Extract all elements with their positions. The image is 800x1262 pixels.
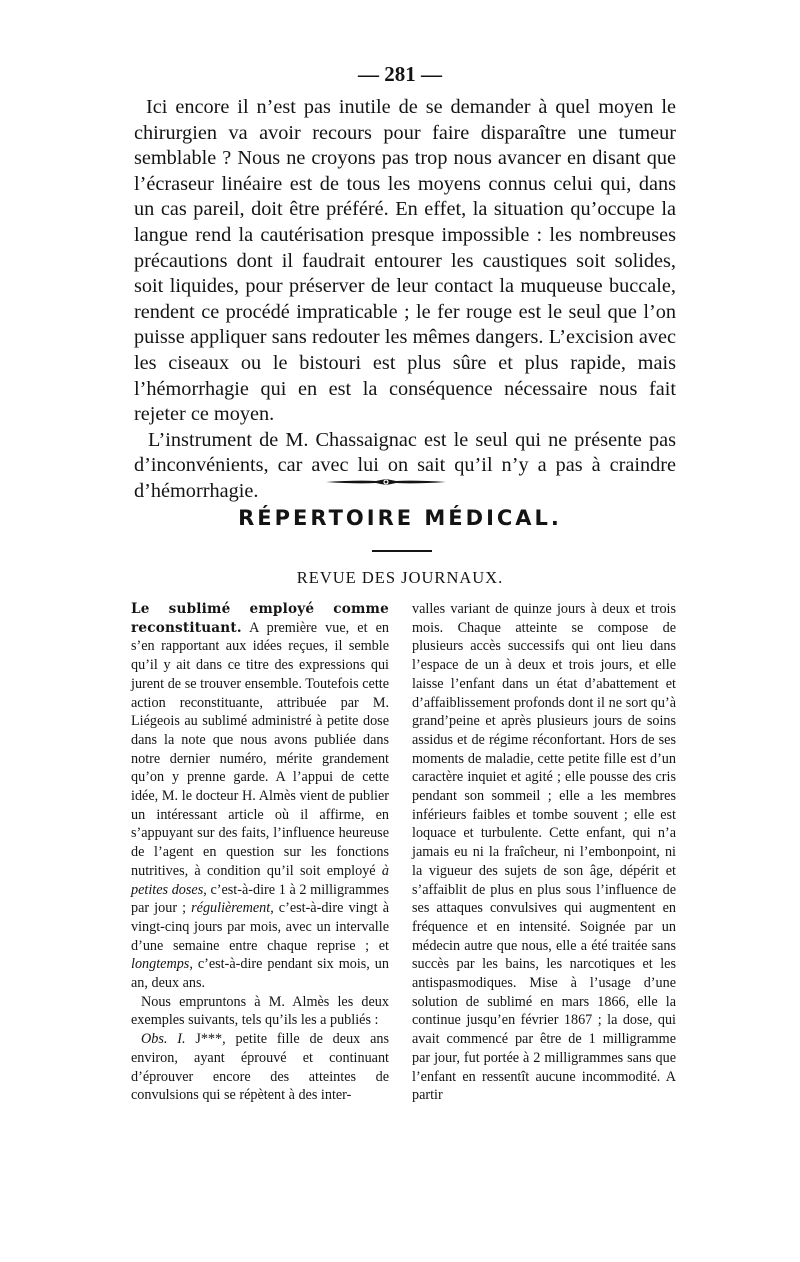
article-italic: longtemps: [131, 956, 190, 973]
article-paragraph: [131, 600, 389, 993]
article-text: , c’est-à-dire pendant six mois, un an, deux ans.: [131, 956, 389, 992]
article-text: J***, petite fille de deux ans environ, ayant éprouvé et continuant d’éprouver encore des atteintes de convulsions qui se répètent à des inter-: [131, 1031, 389, 1104]
article-text: A première vue, et en s’en rapportant aux idées reçues, il semble qu’il y ait dans ce titre des expressions qui jurent de se trouver ensemble. Toutefois cette action reconstituante, attribuée par M. Liégeois au sublimé administré à petite dose dans la note que nous avons publiée dans notre dernier numéro, mérite grandement qu’on y prenne garde. A l’appui de cette idée, M. le docteur H. Almès vient de publier un intéressant article où il affirme, en s’appuyant sur des faits, l’influence heureuse de l’agent en question sur les fonctions nutritives, à condition qu’il soit employé: [131, 619, 389, 879]
intro-paragraph-1: Ici encore il n’est pas inutile de se demander à quel moyen le chirurgien va avoir recours pour faire disparaître une tumeur semblable ? Nous ne croyons pas trop nous avancer en disant que l’écraseur linéaire est de tous les moyens connus celui qui, dans un cas pareil, doit être préféré. En effet, la situation qu’occupe la langue rend la cautérisation presque impossible : les nombreuses précautions dont il faudrait entourer les caustiques soit solides, soit liquides, pour préserver de leur contact la muqueuse buccale, rendent ce procédé impraticable ; le fer rouge est le seul que l’on puisse appliquer sans redouter les mêmes dangers. L’excision avec les ciseaux ou le bistouri est plus sûre et plus rapide, mais l’hémorrhagie qui en est la conséquence nécessaire nous fait rejeter ce moyen.: [134, 96, 676, 426]
ornamental-divider: [326, 478, 446, 486]
observation-label: Obs. I.: [141, 1031, 186, 1048]
article-text: , c’est-à-dire vingt à vingt-cinq jours par mois, avec un intervalle d’une semaine entre chaque reprise ; et: [131, 900, 389, 954]
page-number: — 281 —: [358, 62, 442, 86]
article-paragraph: valles variant de quinze jours à deux et trois mois. Chaque atteinte se compose de plusieurs accès successifs qui ont lieu dans l’espace de un à deux et trois jours, et elle laisse l’enfant dans un état d’abattement et d’affaiblissement profonds dont il ne sort qu’à grand’peine et après plusieurs jours de soins assidus et de régime réconfortant. Hors de ses moments de maladie, cette petite fille est d’un caractère inquiet et agité ; elle pousse des cris pendant son sommeil ; elle a les membres inférieurs faibles et tombe souvent ; elle est loquace et turbulente. Cette enfant, qui n’a jamais eu ni la fraîcheur, ni l’embonpoint, ni la vigueur des sujets de son âge, dépérit et s’affaiblit de plus en plus sous l’influence de ses attaques convulsives qui augmentent en fréquence et en intensité. Soignée par un médecin autre que nous, elle a été traitée sans succès par les bains, les narcotiques et les antispasmodiques. Mise à l’usage d’une solution de sublimé en mars 1866, elle la continue jusqu’en février 1867 ; la dose, qui avait commencé par être de 1 milligramme par jour, fut portée à 2 milligrammes sans que l’enfant en ressentît aucune incommodité. A partir: [412, 601, 676, 1104]
intro-paragraph-2: L’instrument de M. Chassaignac est le seul qui ne présente pas d’inconvénients, car avec lui on sait qu’il n’y a pas à craindre d’hémorrhagie.: [134, 428, 676, 502]
article-paragraph: Nous empruntons à M. Almès les deux exemples suivants, tels qu’ils les a publiés :: [131, 993, 389, 1029]
article-italic: à petites doses: [131, 862, 389, 898]
right-column: [412, 600, 676, 1105]
observation-paragraph: [131, 1030, 389, 1105]
article-text: , c’est-à-dire 1 à 2 milligrammes par jour ;: [131, 881, 389, 917]
article-lead: Le sublimé employé comme reconstituant.: [131, 601, 389, 636]
article-italic: régulièrement: [191, 900, 271, 917]
title-rule: [372, 550, 432, 552]
intro-text: [134, 95, 676, 505]
left-column: [131, 600, 389, 1105]
section-title: RÉPERTOIRE MÉDICAL.: [238, 506, 562, 530]
subsection-title: REVUE DES JOURNAUX.: [296, 568, 504, 587]
